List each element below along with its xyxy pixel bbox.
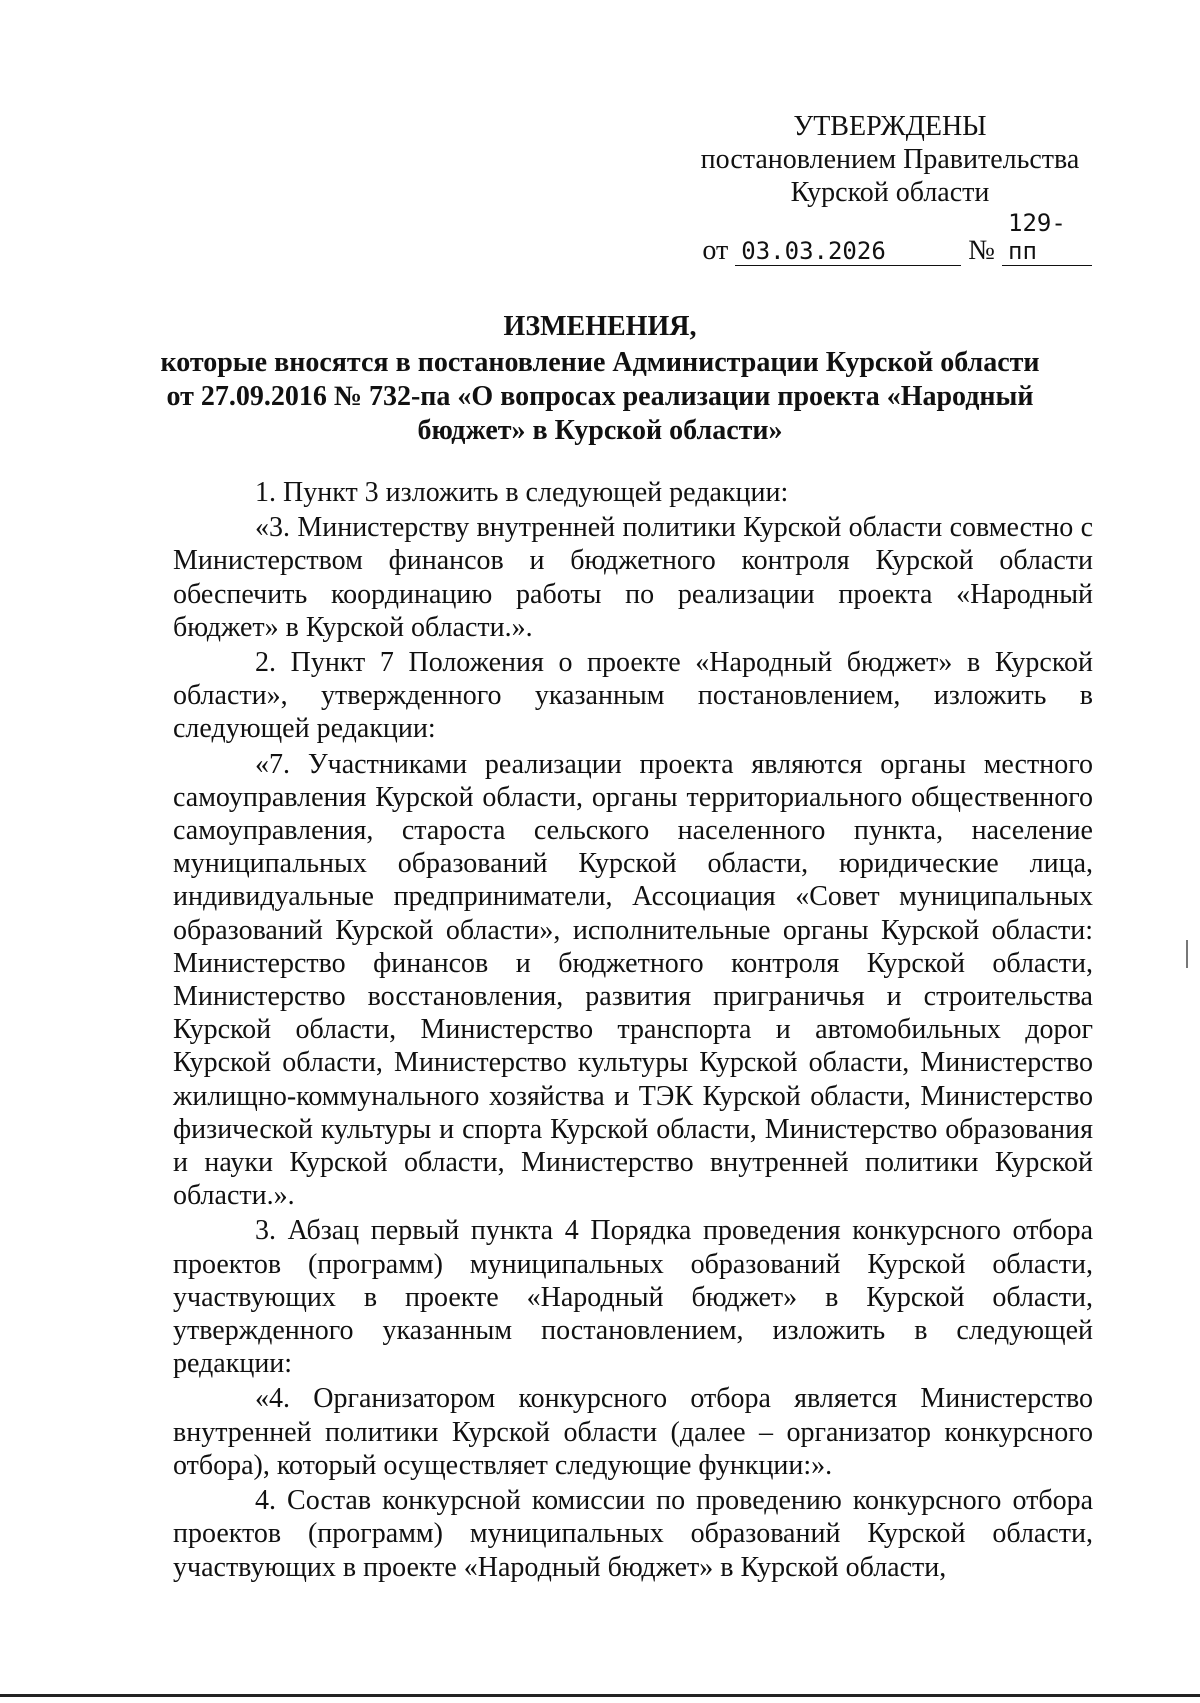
paragraph: 3. Абзац первый пункта 4 Порядка проведения конкурсного отбора проектов (программ) муниципальных образований Курской области, участвующих в проекте «Народный бюджет» в Курской области, утвержденного указанным постановлением, изложить в следующей редакции:	[173, 1215, 1093, 1380]
title-subtitle: которые вносятся в постановление Администрации Курской области от 27.09.2016 № 732-па «О вопросах реализации проекта «Народный бюджет» в Курской области»	[160, 347, 1040, 446]
scan-edge-mark	[1186, 940, 1188, 968]
paragraph: «4. Организатором конкурсного отбора является Министерство внутренней политики Курской области (далее – организатор конкурсного отбора), который осуществляет следующие функции:».	[173, 1383, 1093, 1481]
approval-block	[680, 110, 1100, 267]
approval-line-1: постановлением Правительства	[700, 144, 1080, 175]
date-prefix: от	[702, 235, 729, 266]
number-prefix: №	[968, 235, 995, 266]
title-main: ИЗМЕНЕНИЯ,	[503, 311, 697, 342]
paragraph: 1. Пункт 3 изложить в следующей редакции:	[255, 477, 789, 508]
paragraph: «3. Министерству внутренней политики Курской области совместно с Министерством финансов и бюджетного контроля Курской области обеспечить координацию работы по реализации проекта «Народный бюджет» в Курской области.».	[173, 512, 1093, 643]
approval-date-line	[680, 209, 1100, 267]
paragraph: «7. Участниками реализации проекта являются органы местного самоуправления Курской области, органы территориального общественного самоуправления, староста сельского населенного пункта, население муниципальных образований Курской области, юридические лица, индивидуальные предприниматели, Ассоциация «Совет муниципальных образований Курской области», исполнительные органы Курской области: Министерство финансов и бюджетного контроля Курской области, Министерство восстановления, развития приграничья и строительства Курской области, Министерство транспорта и автомобильных дорог Курской области, Министерство культуры Курской области, Министерство жилищно-коммунального хозяйства и ТЭК Курской области, Министерство физической культуры и спорта Курской области, Министерство образования и науки Курской области, Министерство внутренней политики Курской области.».	[173, 748, 1093, 1212]
approval-heading: УТВЕРЖДЕНЫ	[793, 111, 987, 142]
page-bottom-edge	[0, 1694, 1200, 1697]
document-title	[150, 310, 1050, 448]
paragraph: 2. Пункт 7 Положения о проекте «Народный бюджет» в Курской области», утвержденного указанным постановлением, изложить в следующей редакции:	[173, 647, 1093, 745]
approval-date: 03.03.2026	[735, 237, 961, 266]
document-body	[173, 476, 1093, 1586]
approval-line-2: Курской области	[790, 177, 990, 208]
paragraph: 4. Состав конкурсной комиссии по проведению конкурсного отбора проектов (программ) муниципальных образований Курской области, участвующих в проекте «Народный бюджет» в Курской области,	[173, 1485, 1093, 1583]
approval-number: 129-пп	[1002, 209, 1092, 266]
